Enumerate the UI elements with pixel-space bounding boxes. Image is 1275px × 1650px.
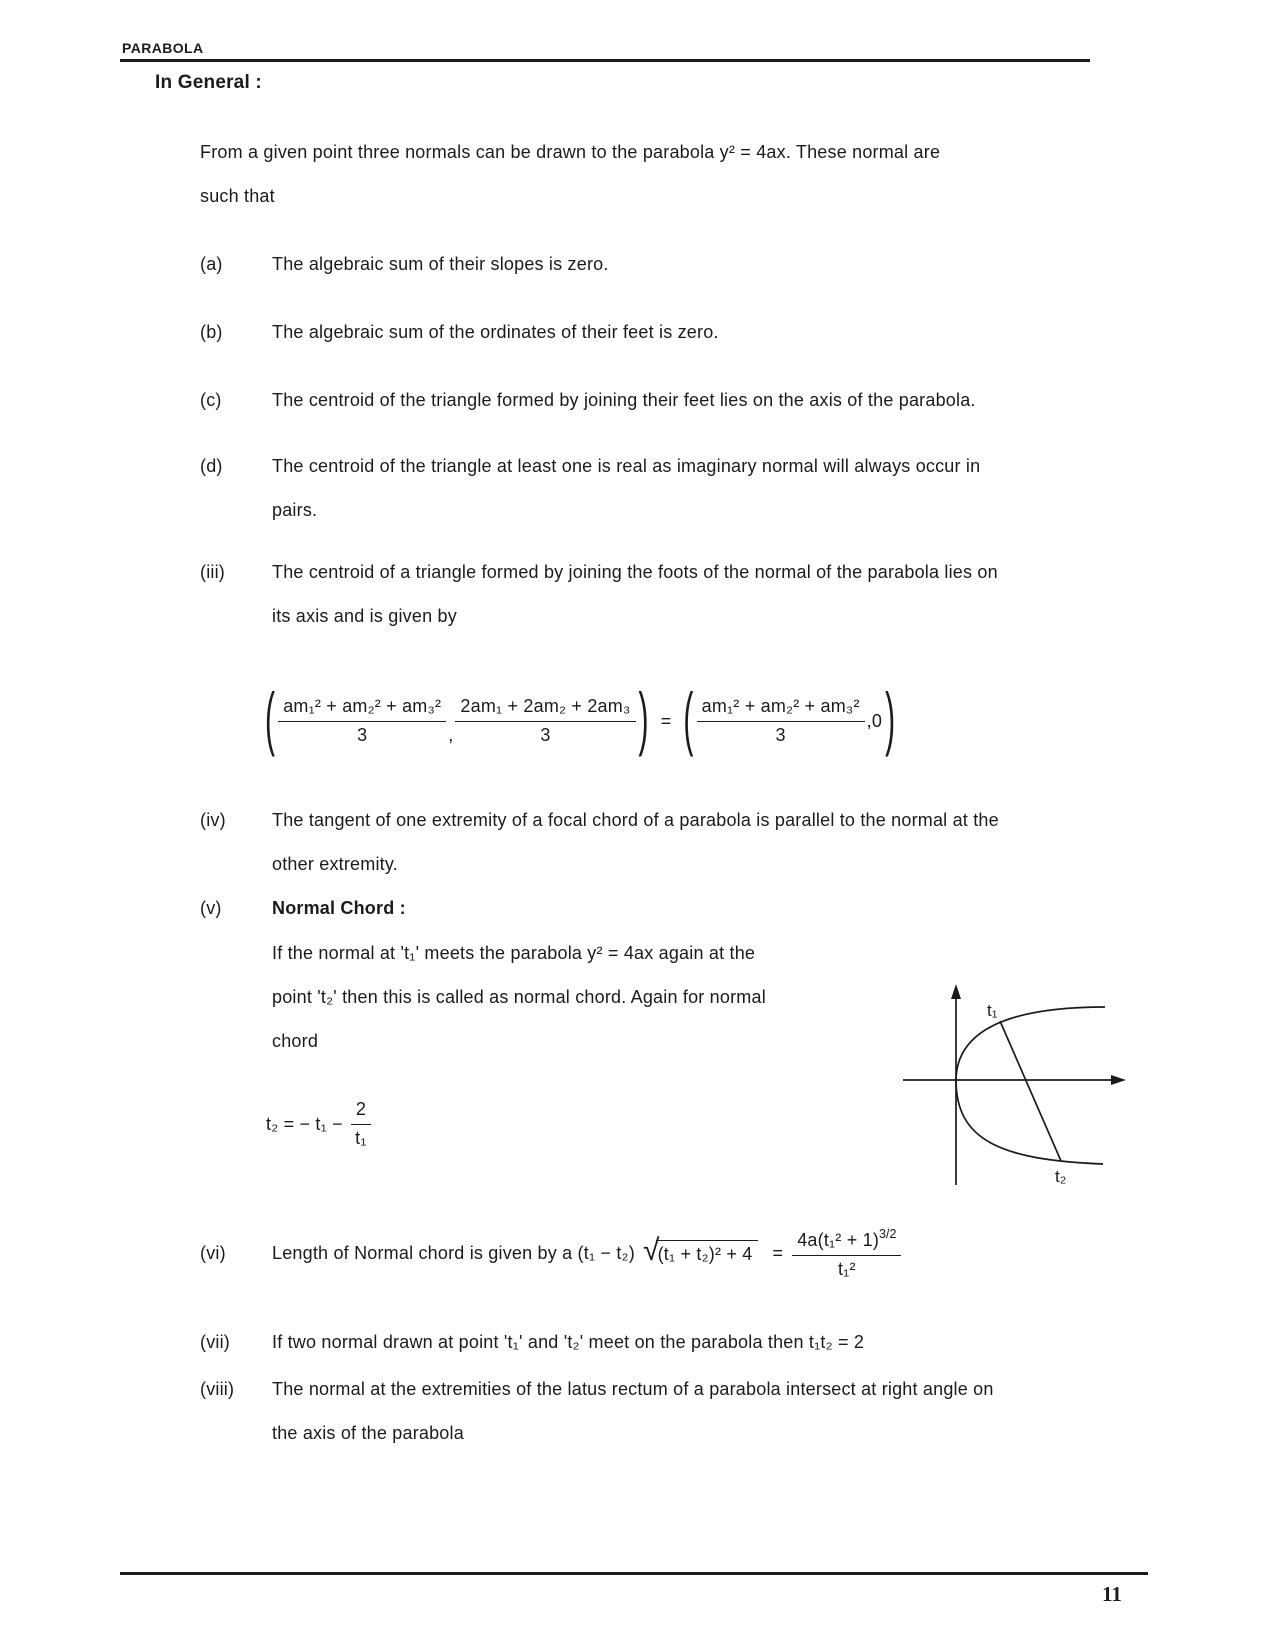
x-axis-arrowhead xyxy=(1111,1075,1126,1085)
radicand: (t₁ + t₂)² + 4 xyxy=(656,1240,758,1265)
item-vii-text: If two normal drawn at point 't₁' and 't₂' meet on the parabola then t₁t₂ = 2 xyxy=(272,1332,865,1352)
page-number: 11 xyxy=(1102,1582,1122,1606)
header-rule xyxy=(120,59,1090,62)
item-viii-text-2: the axis of the parabola xyxy=(272,1423,464,1443)
item-iv-label: (iv) xyxy=(200,810,226,830)
item-v-text: If the normal at 't₁' meets the parabola y² = 4ax again at the xyxy=(272,943,756,963)
item-viii-text: The normal at the extremities of the latus rectum of a parabola intersect at right angle on xyxy=(272,1379,994,1399)
centroid-formula xyxy=(262,676,898,766)
item-b-text: The algebraic sum of the ordinates of their feet is zero. xyxy=(272,322,719,342)
intro-line-2: such that xyxy=(200,186,275,206)
item-v-label: (v) xyxy=(200,898,222,918)
normal-chord-fraction xyxy=(351,1099,371,1149)
fraction-denominator: t₁ xyxy=(355,1128,367,1148)
fraction-denominator: t₁² xyxy=(837,1258,856,1279)
intro-line-1: From a given point three normals can be drawn to the parabola y² = 4ax. These normal are xyxy=(200,142,941,162)
big-paren-close: ) xyxy=(885,681,896,759)
item-v-heading: Normal Chord : xyxy=(272,898,406,918)
fraction-denominator: 3 xyxy=(357,725,368,745)
item-vi-text: Length of Normal chord is given by a (t₁ − t₂) xyxy=(272,1242,635,1263)
fraction-denominator: 3 xyxy=(540,725,551,745)
equals-sign: = xyxy=(660,710,672,731)
big-paren-close: ) xyxy=(638,681,649,759)
item-c-text: The centroid of the triangle formed by joining their feet lies on the axis of the parabola. xyxy=(272,390,976,410)
item-iii-text-2: its axis and is given by xyxy=(272,606,457,626)
radical-sign: √ xyxy=(642,1234,660,1267)
equals-sign: = xyxy=(772,1242,784,1263)
item-d-text-2: pairs. xyxy=(272,500,318,520)
item-a-text: The algebraic sum of their slopes is zero. xyxy=(272,254,609,274)
fraction-denominator: 3 xyxy=(775,725,786,745)
centroid-fraction-1 xyxy=(278,696,446,746)
normal-chord-line xyxy=(1000,1021,1061,1161)
parabola-diagram xyxy=(895,980,1130,1195)
item-iv-text: The tangent of one extremity of a focal chord of a parabola is parallel to the normal at the xyxy=(272,810,999,830)
item-v-text-2: point 't₂' then this is called as normal chord. Again for normal xyxy=(272,987,766,1007)
t2-label: t₂ xyxy=(1055,1167,1067,1186)
fraction-numerator: am₁² + am₂² + am₃² xyxy=(697,696,865,722)
item-c-label: (c) xyxy=(200,390,222,410)
y-axis-arrowhead xyxy=(951,984,961,999)
item-iii-label: (iii) xyxy=(200,562,225,582)
big-paren-open: ( xyxy=(683,681,694,759)
formula-comma: , xyxy=(448,724,454,745)
item-iv-text-2: other extremity. xyxy=(272,854,398,874)
item-vi-label: (vi) xyxy=(200,1242,226,1263)
t1-label: t₁ xyxy=(987,1001,998,1020)
zero-ordinate: ,0 xyxy=(866,710,883,731)
parabola-curve xyxy=(956,1007,1105,1164)
formula-lhs: t₂ = − t₁ − xyxy=(266,1113,343,1134)
item-b-label: (b) xyxy=(200,322,223,342)
item-d-text: The centroid of the triangle at least one is real as imaginary normal will always occur in xyxy=(272,456,981,476)
normal-chord-length-fraction xyxy=(792,1227,901,1280)
normal-chord-formula xyxy=(266,1086,371,1162)
item-a-label: (a) xyxy=(200,254,223,274)
big-paren-open: ( xyxy=(265,681,276,759)
numerator-exponent: 3/2 xyxy=(879,1226,897,1241)
centroid-fraction-3 xyxy=(697,696,865,746)
item-iii-text: The centroid of a triangle formed by joining the foots of the normal of the parabola lies on xyxy=(272,562,998,582)
radical-expression xyxy=(642,1234,758,1267)
item-viii-label: (viii) xyxy=(200,1379,235,1399)
fraction-numerator: 2 xyxy=(351,1099,371,1125)
item-vi xyxy=(200,1210,901,1296)
fraction-numerator: 2am₁ + 2am₂ + 2am₃ xyxy=(455,696,635,722)
item-v-text-3: chord xyxy=(272,1031,319,1051)
section-heading: In General : xyxy=(155,72,262,93)
item-vii-label: (vii) xyxy=(200,1332,230,1352)
item-d-label: (d) xyxy=(200,456,223,476)
fraction-numerator xyxy=(792,1227,901,1256)
centroid-fraction-2 xyxy=(455,696,635,746)
numerator-base: 4a(t₁² + 1) xyxy=(797,1229,880,1250)
footer-rule xyxy=(120,1572,1148,1575)
header-title: PARABOLA xyxy=(122,40,204,56)
fraction-numerator: am₁² + am₂² + am₃² xyxy=(278,696,446,722)
